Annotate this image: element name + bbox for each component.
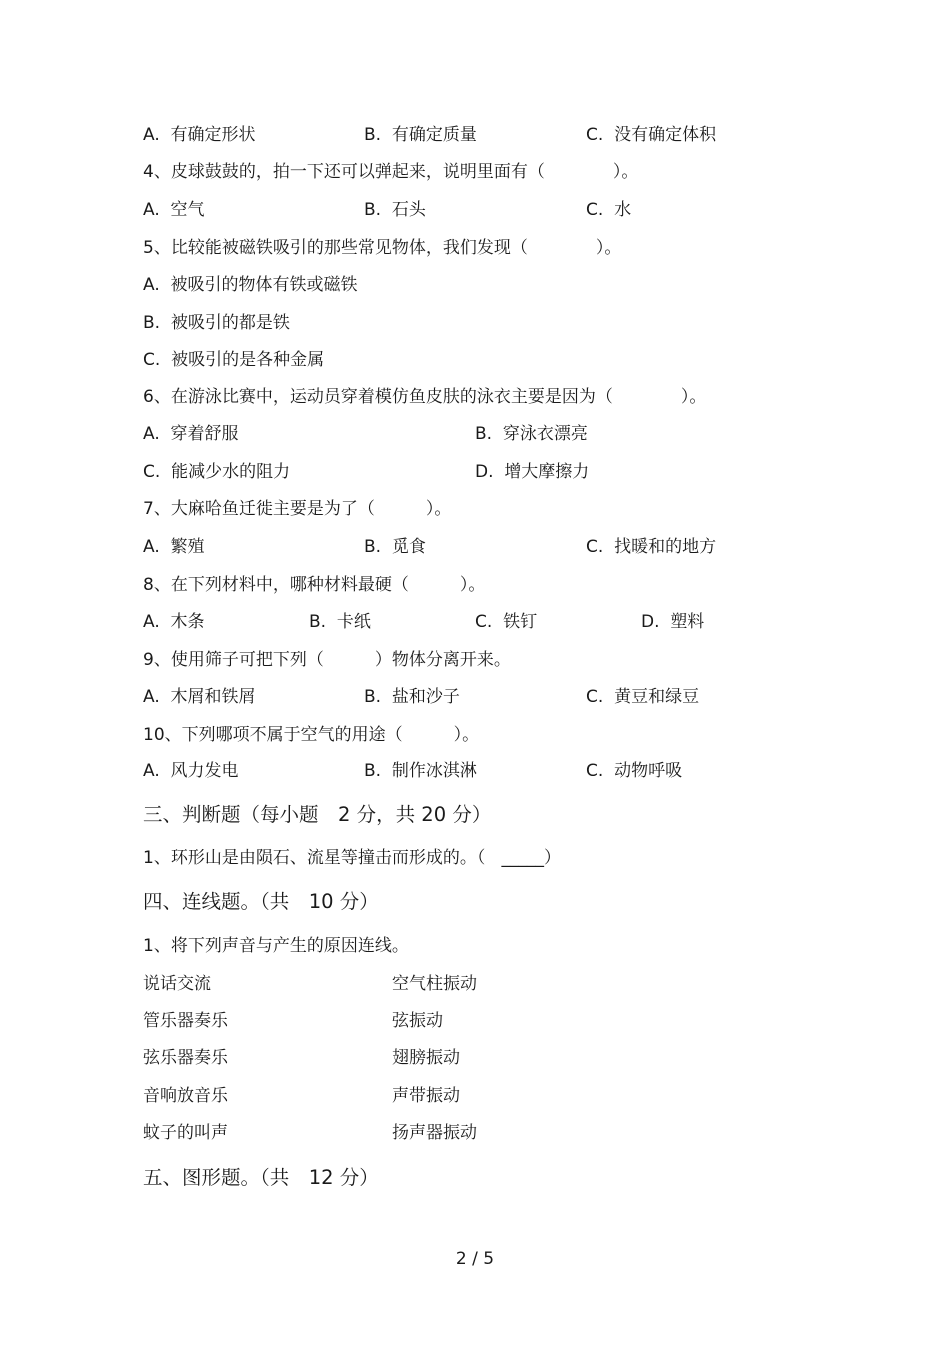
option-b: B. 石头	[364, 200, 426, 220]
answer-blank: _____	[501, 848, 545, 868]
option-c: C. 能减少水的阻力	[143, 462, 291, 482]
match-left-item: 说话交流	[143, 974, 211, 994]
option-c: C. 找暖和的地方	[586, 537, 717, 557]
question-7-stem: 7、大麻哈鱼迁徙主要是为了（ ）。	[143, 499, 452, 519]
question-5-stem: 5、比较能被磁铁吸引的那些常见物体，我们发现（ ）。	[143, 238, 622, 258]
option-c: C. 铁钉	[475, 612, 538, 632]
question-9-stem: 9、使用筛子可把下列（ ）物体分离开来。	[143, 650, 511, 670]
option-c: C. 黄豆和绿豆	[586, 687, 700, 707]
match-right-item: 翅膀振动	[392, 1048, 460, 1068]
option-b: B. 穿泳衣漂亮	[475, 424, 588, 444]
match-right-item: 弦振动	[392, 1011, 443, 1031]
option-a: A. 穿着舒服	[143, 424, 239, 444]
option-a: A. 风力发电	[143, 761, 239, 781]
option-c: C. 没有确定体积	[586, 125, 717, 145]
option-a: A. 木条	[143, 612, 205, 632]
match-left-item: 管乐器奏乐	[143, 1011, 228, 1031]
option-d: D. 增大摩擦力	[475, 462, 590, 482]
option-c: C. 被吸引的是各种金属	[143, 350, 325, 370]
option-b: B. 制作冰淇淋	[364, 761, 477, 781]
option-a: A. 被吸引的物体有铁或磁铁	[143, 275, 358, 295]
question-8-stem: 8、在下列材料中，哪种材料最硬（ ）。	[143, 575, 486, 595]
option-b: B. 觅食	[364, 537, 426, 557]
matching-question-1: 1、将下列声音与产生的原因连线。	[143, 936, 409, 956]
option-a: A. 有确定形状	[143, 125, 256, 145]
option-b: B. 盐和沙子	[364, 687, 460, 707]
match-left-item: 音响放音乐	[143, 1086, 228, 1106]
match-right-item: 扬声器振动	[392, 1123, 477, 1143]
option-b: B. 卡纸	[309, 612, 371, 632]
option-a: A. 木屑和铁屑	[143, 687, 256, 707]
option-c: C. 动物呼吸	[586, 761, 683, 781]
page-number: 2 / 5	[455, 1249, 495, 1269]
question-6-stem: 6、在游泳比赛中，运动员穿着模仿鱼皮肤的泳衣主要是因为（ ）。	[143, 387, 707, 407]
match-left-item: 弦乐器奏乐	[143, 1048, 228, 1068]
section-title: 四、连线题。（共 10 分）	[143, 890, 379, 913]
judgment-question-1: 1、环形山是由陨石、流星等撞击而形成的。（ _____）	[143, 848, 562, 868]
match-right-item: 空气柱振动	[392, 974, 477, 994]
match-left-item: 蚊子的叫声	[143, 1123, 228, 1143]
match-right-item: 声带振动	[392, 1086, 460, 1106]
option-c: C. 水	[586, 200, 632, 220]
option-d: D. 塑料	[641, 612, 705, 632]
option-a: A. 空气	[143, 200, 205, 220]
section-title: 三、判断题（每小题 2 分，共 20 分）	[143, 803, 492, 826]
question-10-stem: 10、下列哪项不属于空气的用途（ ）。	[143, 725, 480, 745]
option-a: A. 繁殖	[143, 537, 205, 557]
option-b: B. 有确定质量	[364, 125, 477, 145]
question-4-stem: 4、皮球鼓鼓的，拍一下还可以弹起来，说明里面有（ ）。	[143, 162, 639, 182]
section-title: 五、图形题。（共 12 分）	[143, 1166, 379, 1189]
option-b: B. 被吸引的都是铁	[143, 313, 290, 333]
